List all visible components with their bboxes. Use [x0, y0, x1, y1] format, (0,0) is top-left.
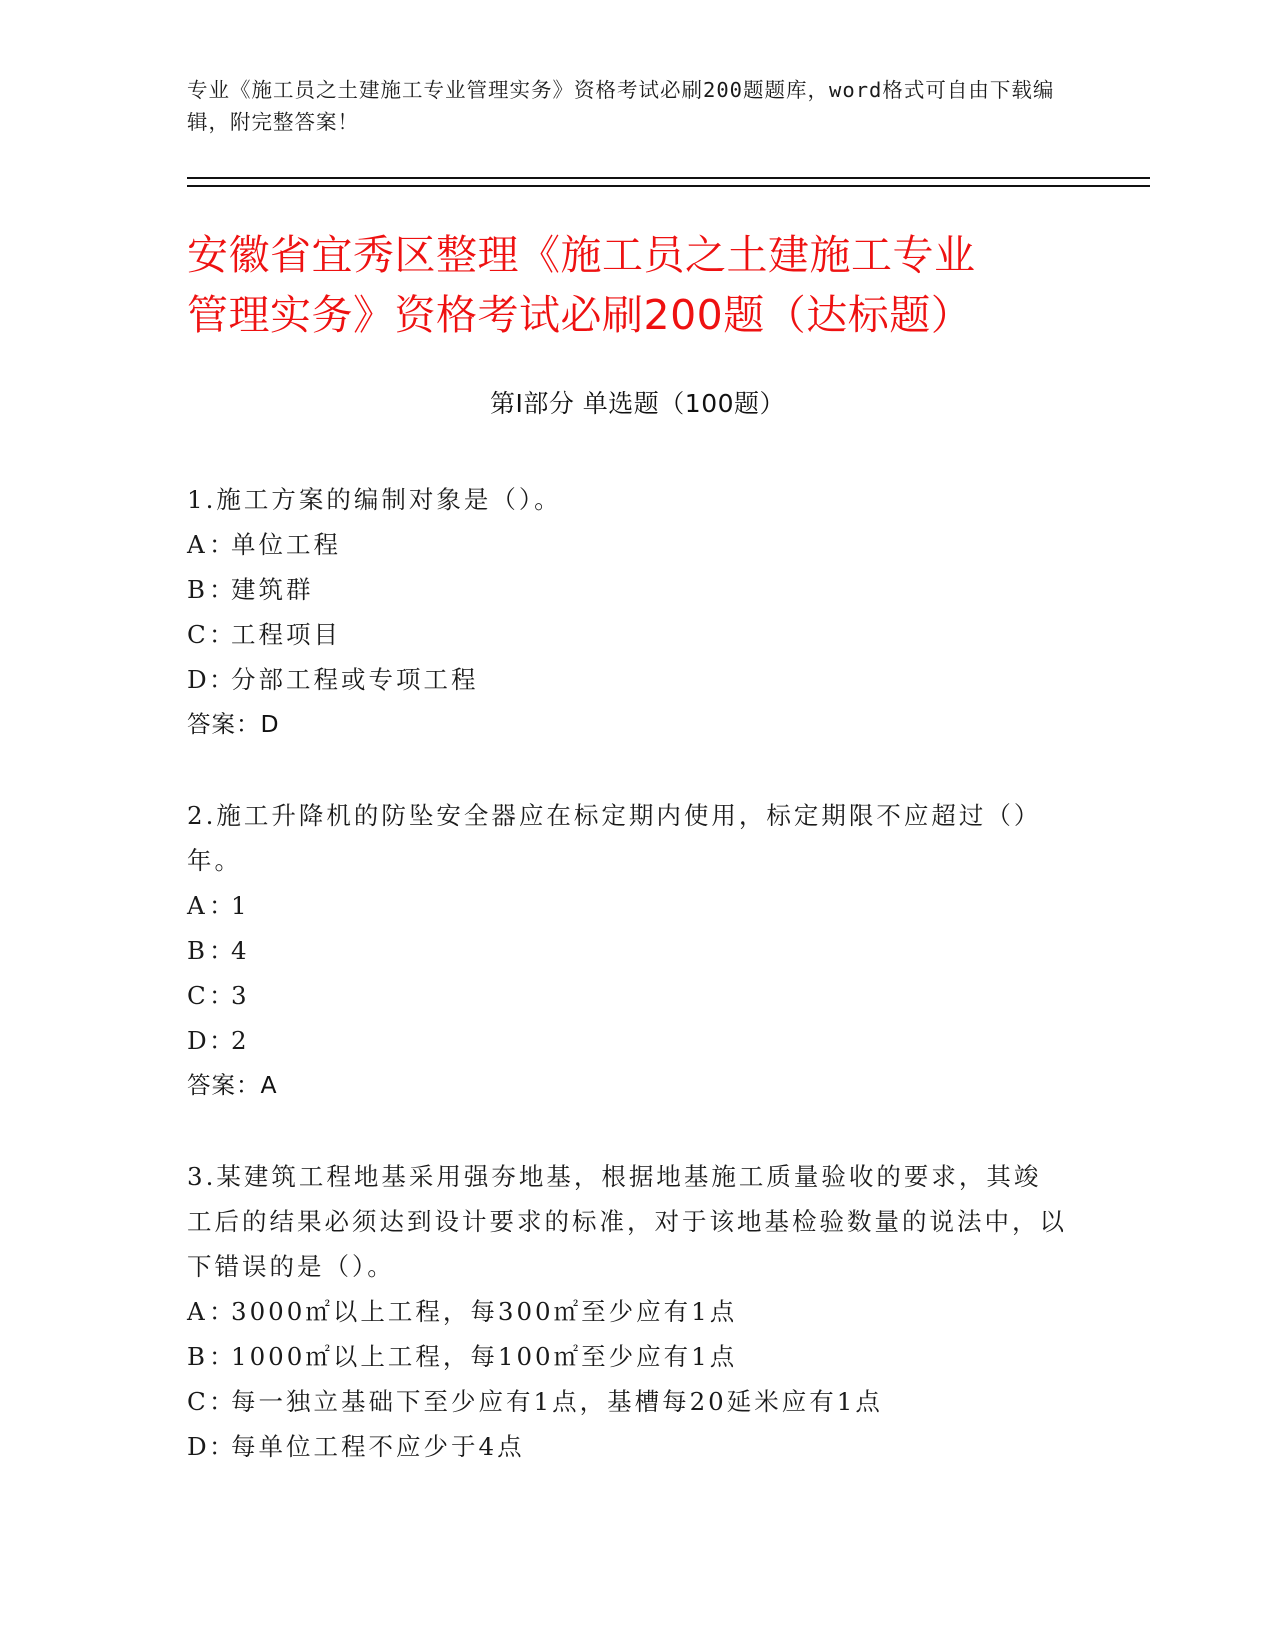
option-d	[187, 1018, 1067, 1063]
option-letter: B	[187, 575, 206, 604]
option-d	[187, 1424, 1067, 1469]
header-divider-bottom	[187, 185, 1150, 187]
document-title-line-1: 安徽省宜秀区整理《施工员之土建施工专业	[187, 231, 976, 279]
question-list	[187, 477, 1067, 1515]
question-stem: 1.施工方案的编制对象是（）。	[187, 485, 562, 514]
option-text: 每一独立基础下至少应有1点，基槽每20延米应有1点	[231, 1387, 883, 1416]
document-title-line-2: 管理实务》资格考试必刷200题（达标题）	[187, 291, 973, 339]
option-b	[187, 928, 1067, 973]
option-text: 工程项目	[231, 620, 341, 649]
option-text: 单位工程	[231, 530, 341, 559]
option-letter: D	[187, 1026, 207, 1055]
option-text: 建筑群	[231, 575, 314, 604]
option-c	[187, 612, 1067, 657]
option-separator: ：	[209, 936, 234, 965]
option-separator: ：	[209, 1432, 234, 1461]
option-separator: ：	[209, 1387, 234, 1416]
option-letter: B	[187, 1342, 206, 1371]
option-separator: ：	[209, 575, 234, 604]
header-divider-top	[187, 177, 1150, 179]
option-text: 每单位工程不应少于4点	[231, 1432, 525, 1461]
option-separator: ：	[209, 665, 234, 694]
question-2	[187, 793, 1067, 1108]
option-separator: ：	[209, 620, 234, 649]
answer-line: 答案：D	[187, 710, 280, 738]
option-separator: ：	[209, 891, 234, 920]
option-b	[187, 1334, 1067, 1379]
option-letter: C	[187, 1387, 206, 1416]
option-separator: ：	[209, 530, 234, 559]
option-letter: C	[187, 620, 206, 649]
option-text: 3	[231, 981, 250, 1010]
section-title: 第Ⅰ部分 单选题（100题）	[489, 389, 786, 418]
option-b	[187, 567, 1067, 612]
question-1	[187, 477, 1067, 747]
question-3	[187, 1154, 1067, 1469]
option-text: 分部工程或专项工程	[231, 665, 479, 694]
answer-line: 答案：A	[187, 1071, 278, 1099]
option-letter: D	[187, 1432, 207, 1461]
question-stem: 2.施工升降机的防坠安全器应在标定期内使用，标定期限不应超过（）年。	[187, 801, 1042, 875]
option-a	[187, 1289, 1067, 1334]
option-text: 4	[231, 936, 250, 965]
option-letter: C	[187, 981, 206, 1010]
option-letter: B	[187, 936, 206, 965]
option-a	[187, 522, 1067, 567]
option-text: 1	[231, 891, 250, 920]
option-letter: D	[187, 665, 207, 694]
option-a	[187, 883, 1067, 928]
option-separator: ：	[209, 981, 234, 1010]
option-letter: A	[187, 1297, 205, 1326]
question-stem: 3.某建筑工程地基采用强夯地基，根据地基施工质量验收的要求，其竣工后的结果必须达到设计要求的标准，对于该地基检验数量的说法中，以下错误的是（）。	[187, 1162, 1067, 1281]
option-d	[187, 657, 1067, 702]
option-text: 2	[231, 1026, 250, 1055]
option-separator: ：	[209, 1342, 234, 1371]
option-c	[187, 973, 1067, 1018]
option-separator: ：	[209, 1026, 234, 1055]
option-c	[187, 1379, 1067, 1424]
option-separator: ：	[209, 1297, 234, 1326]
option-text: 3000㎡以上工程，每300㎡至少应有1点	[231, 1297, 738, 1326]
header-note: 专业《施工员之土建施工专业管理实务》资格考试必刷200题题库，word格式可自由下载编辑，附完整答案！	[187, 78, 1055, 134]
option-text: 1000㎡以上工程，每100㎡至少应有1点	[231, 1342, 738, 1371]
option-letter: A	[187, 530, 205, 559]
option-letter: A	[187, 891, 205, 920]
document-title	[187, 225, 1087, 345]
